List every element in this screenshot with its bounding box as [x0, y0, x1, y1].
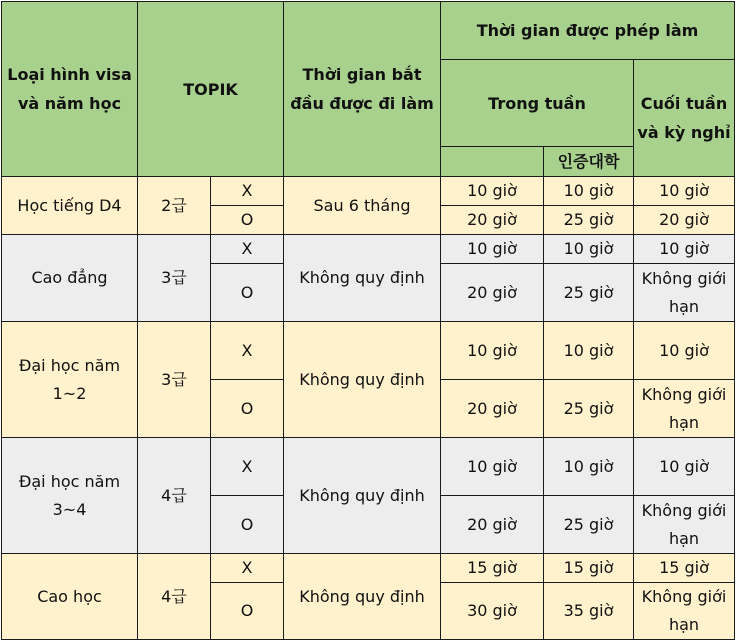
- weekend-cell: 20 giờ: [634, 206, 735, 235]
- weekday-cell: 20 giờ: [441, 496, 544, 554]
- topik-mark: O: [211, 380, 284, 438]
- header-visa-type: Loại hình visa và năm học: [2, 2, 138, 177]
- weekday-cell: 10 giờ: [441, 322, 544, 380]
- weekday-cell: 10 giờ: [441, 177, 544, 206]
- weekday-cell: 20 giờ: [441, 264, 544, 322]
- start-cell: Không quy định: [284, 554, 441, 640]
- weekend-cell: Không giới hạn: [634, 264, 735, 322]
- certified-cell: 10 giờ: [544, 177, 634, 206]
- visa-cell: Cao học: [2, 554, 138, 640]
- table-row: [2, 438, 735, 496]
- visa-cell: Cao đẳng: [2, 235, 138, 322]
- weekend-cell: 10 giờ: [634, 322, 735, 380]
- topik-cell: 3급: [138, 322, 211, 438]
- header-certified-university: 인증대학: [544, 147, 634, 177]
- header-weekday-blank: [441, 147, 544, 177]
- topik-mark: X: [211, 177, 284, 206]
- topik-mark: X: [211, 554, 284, 583]
- visa-work-hours-table: [1, 1, 735, 640]
- weekday-cell: 15 giờ: [441, 554, 544, 583]
- header-start-time: Thời gian bắt đầu được đi làm: [284, 2, 441, 177]
- certified-cell: 15 giờ: [544, 554, 634, 583]
- weekend-cell: Không giới hạn: [634, 583, 735, 640]
- weekday-cell: 30 giờ: [441, 583, 544, 640]
- topik-mark: X: [211, 438, 284, 496]
- table-row: [2, 235, 735, 264]
- table-row: [2, 554, 735, 583]
- certified-cell: 35 giờ: [544, 583, 634, 640]
- weekday-cell: 10 giờ: [441, 438, 544, 496]
- weekend-cell: 10 giờ: [634, 438, 735, 496]
- certified-cell: 25 giờ: [544, 264, 634, 322]
- topik-mark: O: [211, 583, 284, 640]
- table-row: [2, 177, 735, 206]
- certified-cell: 25 giờ: [544, 380, 634, 438]
- visa-cell: Đại học năm 3~4: [2, 438, 138, 554]
- topik-mark: X: [211, 322, 284, 380]
- topik-cell: 3급: [138, 235, 211, 322]
- header-topik: TOPIK: [138, 2, 284, 177]
- visa-cell: Học tiếng D4: [2, 177, 138, 235]
- weekend-cell: Không giới hạn: [634, 496, 735, 554]
- weekend-cell: Không giới hạn: [634, 380, 735, 438]
- topik-cell: 4급: [138, 438, 211, 554]
- certified-cell: 10 giờ: [544, 322, 634, 380]
- certified-cell: 25 giờ: [544, 496, 634, 554]
- certified-cell: 10 giờ: [544, 235, 634, 264]
- certified-cell: 25 giờ: [544, 206, 634, 235]
- weekend-cell: 15 giờ: [634, 554, 735, 583]
- topik-cell: 4급: [138, 554, 211, 640]
- header-weekday: Trong tuần: [441, 60, 634, 147]
- weekday-cell: 20 giờ: [441, 206, 544, 235]
- weekday-cell: 10 giờ: [441, 235, 544, 264]
- certified-cell: 10 giờ: [544, 438, 634, 496]
- weekend-cell: 10 giờ: [634, 177, 735, 206]
- header-allowed-time: Thời gian được phép làm: [441, 2, 735, 60]
- header-weekend: Cuối tuần và kỳ nghỉ: [634, 60, 735, 177]
- topik-mark: X: [211, 235, 284, 264]
- start-cell: Không quy định: [284, 322, 441, 438]
- topik-mark: O: [211, 496, 284, 554]
- visa-cell: Đại học năm 1~2: [2, 322, 138, 438]
- start-cell: Sau 6 tháng: [284, 177, 441, 235]
- topik-mark: O: [211, 206, 284, 235]
- start-cell: Không quy định: [284, 235, 441, 322]
- topik-mark: O: [211, 264, 284, 322]
- weekday-cell: 20 giờ: [441, 380, 544, 438]
- start-cell: Không quy định: [284, 438, 441, 554]
- table-row: [2, 322, 735, 380]
- weekend-cell: 10 giờ: [634, 235, 735, 264]
- topik-cell: 2급: [138, 177, 211, 235]
